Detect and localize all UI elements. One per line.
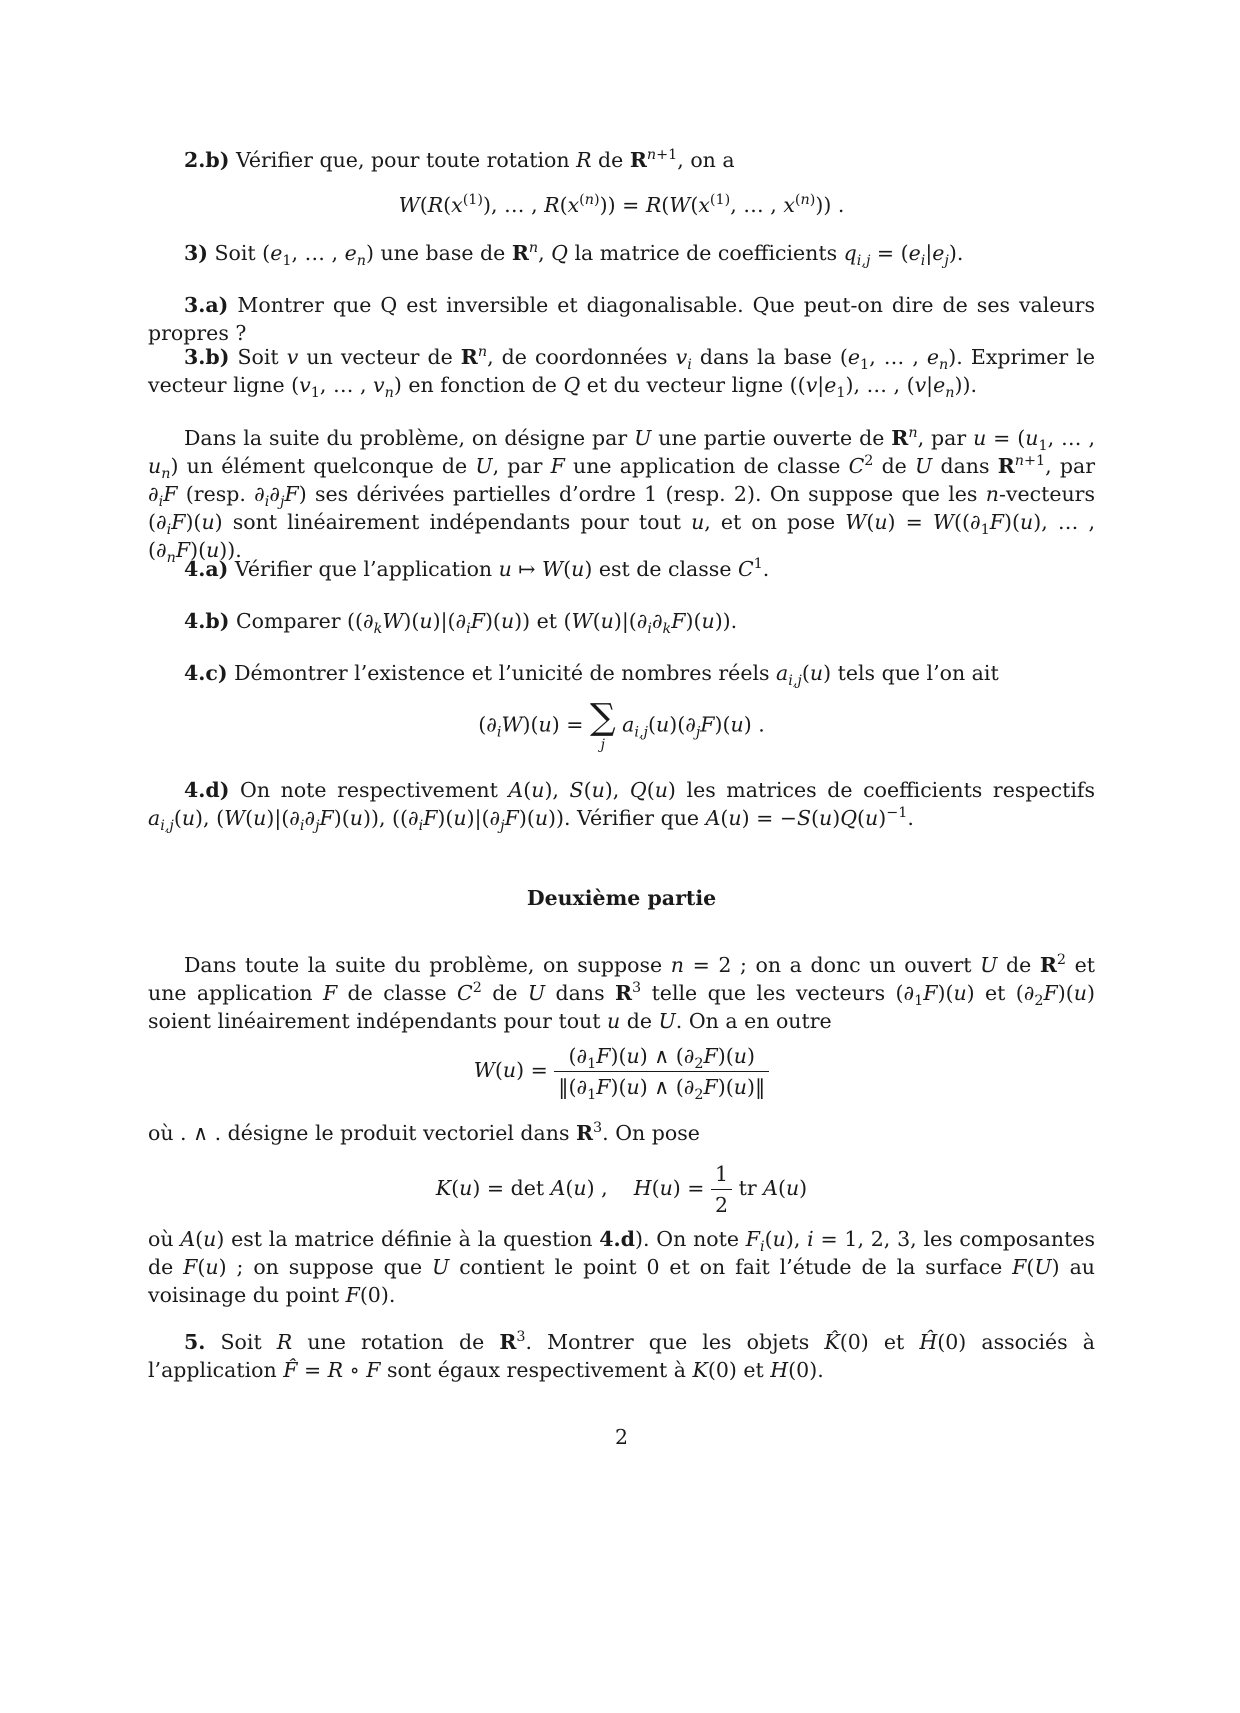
- question-label: 4.b): [184, 609, 230, 633]
- question-3: 3) Soit ($e_1$, … , $e_n$) une base de $R^n$, Q la matrice de coefficients $q_{i,j} = (e_i|e_j)$.: [184, 240, 964, 270]
- formula-normal-vector: W(u) = $\frac{(\partial_1F)(u) \wedge (\partial_2F)(u)}{‖(\partial_1F)(u) \wedge (\partial_2F)(u)‖}$: [148, 1044, 1095, 1099]
- section-heading: Deuxième partie: [526, 886, 717, 910]
- question-label: 3.b): [184, 345, 230, 369]
- question-4b: 4.b) Comparer $((\partial_kW)(u)|(\partial_iF)(u))$ et $(W(u)|(\partial_i\partial_kF)(u))$.: [184, 609, 738, 638]
- cross-product-note: où . ∧ . désigne le produit vectoriel dans $R^3$. On pose: [148, 1120, 700, 1145]
- question-5: 5. Soit R une rotation de $R^3$. Montrer que les objets K̂(0) et Ĥ(0) associés à l’application F̂ = R ∘ F sont égaux respectivement à K(0) et H(0).: [148, 1329, 1095, 1382]
- page-number: 2: [614, 1425, 629, 1449]
- question-label: 3): [184, 241, 208, 265]
- question-4a: 4.a) Vérifier que l’application u ↦ W(u) est de classe $C^1$.: [184, 556, 770, 581]
- question-label: 3.a): [184, 293, 229, 317]
- question-3b: 3.b) Soit v un vecteur de $R^n$, de coordonnées $v_i$ dans la base ($e_1$, … , $e_n$). Exprimer le vecteur ligne ($v_1$, … , $v_n$) en fonction de Q et du vecteur ligne ($(v|e_1)$, … , $(v|e_n)$).: [148, 344, 1095, 402]
- question-4d: 4.d) On note respectivement A(u), S(u), Q(u) les matrices de coefficients respectifs $a_{i,j}(u)$, $(W(u)|(\partial_i\partial_jF)(u))$, $((\partial_iF)(u)|(\partial_jF)(u))$. Vérifier que $A(u) = -S(u)Q(u)^{-1}$.: [148, 778, 1096, 835]
- question-3a: [148, 291, 1095, 347]
- question-4c: 4.c) Démontrer l’existence et l’unicité de nombres réels $a_{i,j}(u)$ tels que l’on ait: [184, 661, 999, 690]
- question-text: Montrer que Q est inversible et diagonalisable. Que peut-on dire de ses valeurs propres ?: [148, 293, 1095, 345]
- question-2b: 2.b) Vérifier que, pour toute rotation R de $R^{n+1}$, on a: [184, 147, 735, 172]
- intro-paragraph: Dans la suite du problème, on désigne par U une partie ouverte de $R^n$, par $u = (u_1$, … , $u_n$) un élément quelconque de U, par F une application de classe $C^2$ de U dans $R^{n+1}$, par $\partial_iF$ (resp. $\partial_i\partial_jF$) ses dérivées partielles d’ordre 1 (resp. 2). On suppose que les n-vecteurs $(\partial_iF)(u)$ sont linéairement indépendants pour tout u, et on pose $W(u) = W((\partial_1F)(u)$, … , $(\partial_nF)(u)$).: [148, 425, 1095, 567]
- question-label: 2.b): [184, 148, 230, 172]
- fraction: $\frac{(\partial_1F)(u) \wedge (\partial_2F)(u)}{‖(\partial_1F)(u) \wedge (\partial_2F)(u)‖}$: [554, 1044, 769, 1099]
- question-label: 4.d): [184, 778, 230, 802]
- formula-rotation: $W(R(x^{(1)})$, … , $R(x^{(n)})) = R(W(x^{(1)}$, … , $x^{(n)}$)) .: [398, 192, 845, 217]
- part2-continuation: où A(u) est la matrice définie à la question 4.d). On note $F_i(u)$, i = 1, 2, 3, les composantes de F(u) ; on suppose que U contient le point 0 et on fait l’étude de la surface F(U) au voisinage du point F(0).: [148, 1227, 1095, 1307]
- fraction: $\frac{1}{2}$: [711, 1162, 732, 1217]
- question-label: 5.: [184, 1330, 206, 1354]
- sum-symbol: ∑ j: [589, 697, 616, 753]
- formula-derivative-sum: $(\partial_iW)(u)$ = ∑ j $a_{i,j}(u)(\partial_jF)(u)$ .: [478, 697, 765, 753]
- question-label: 4.a): [184, 557, 229, 581]
- question-label: 4.c): [184, 661, 228, 685]
- part2-intro: Dans toute la suite du problème, on suppose n = 2 ; on a donc un ouvert U de $R^2$ et une application F de classe $C^2$ de U dans $R^3$ telle que les vecteurs $(\partial_1F)(u)$ et $(\partial_2F)(u)$ soient linéairement indépendants pour tout u de U. On a en outre: [148, 952, 1096, 1033]
- formula-curvatures: K(u) = det A(u) , H(u) = $\frac{1}{2}$ tr A(u): [435, 1162, 808, 1217]
